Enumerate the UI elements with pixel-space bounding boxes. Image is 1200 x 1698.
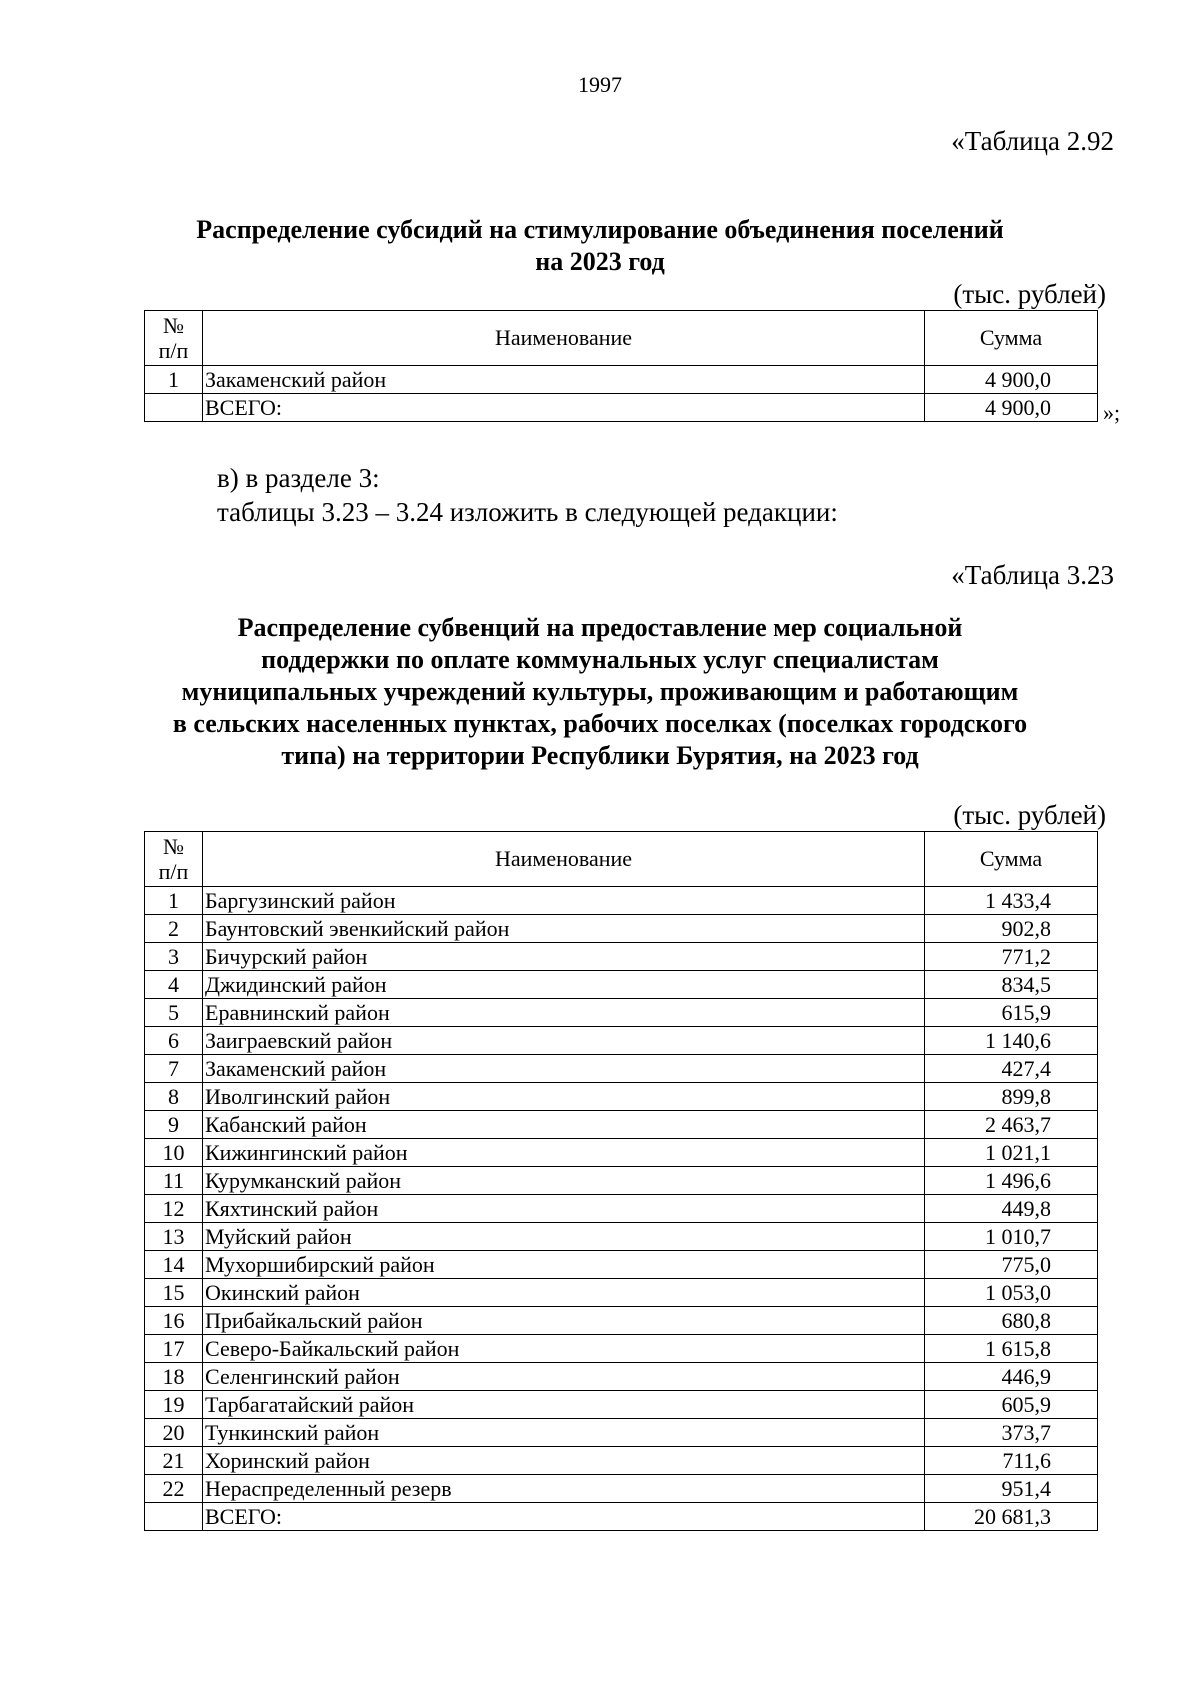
header-name: Наименование — [203, 311, 925, 366]
total-empty-cell — [145, 1503, 203, 1531]
row-number: 11 — [145, 1167, 203, 1195]
table-row — [145, 1363, 1098, 1391]
row-name: Баунтовский эвенкийский район — [203, 915, 925, 943]
subventions-table — [144, 831, 1098, 1531]
units-label: (тыс. рублей) — [953, 800, 1106, 830]
header-sum: Сумма — [925, 832, 1098, 887]
table-row — [145, 971, 1098, 999]
row-name: Бичурский район — [203, 943, 925, 971]
table-row — [145, 887, 1098, 915]
row-name: Селенгинский район — [203, 1363, 925, 1391]
section-line-2: таблицы 3.23 – 3.24 изложить в следующей редакции: — [217, 497, 838, 527]
row-name: Заиграевский район — [203, 1027, 925, 1055]
row-sum: 775,0 — [925, 1251, 1098, 1279]
row-name: Джидинский район — [203, 971, 925, 999]
row-number: 5 — [145, 999, 203, 1027]
row-number: 15 — [145, 1279, 203, 1307]
row-number: 12 — [145, 1195, 203, 1223]
row-name: Мухоршибирский район — [203, 1251, 925, 1279]
row-name: Хоринский район — [203, 1447, 925, 1475]
row-name: Закаменский район — [203, 366, 925, 394]
row-sum: 951,4 — [925, 1475, 1098, 1503]
table-caption-3-23: «Таблица 3.23 — [951, 560, 1114, 590]
heading-line: типа) на территории Республики Бурятия, на 2023 год — [281, 741, 919, 770]
row-number: 21 — [145, 1447, 203, 1475]
total-label: ВСЕГО: — [203, 394, 925, 422]
table-header-row — [145, 832, 1098, 887]
row-number: 6 — [145, 1027, 203, 1055]
row-number: 1 — [145, 887, 203, 915]
table-row — [145, 1391, 1098, 1419]
row-name: Баргузинский район — [203, 887, 925, 915]
heading-line: в сельских населенных пунктах, рабочих поселках (поселках городского — [172, 709, 1028, 738]
heading-line: Распределение субсидий на стимулирование объединения поселений — [196, 215, 1004, 244]
header-num: № п/п — [145, 311, 203, 366]
row-number: 22 — [145, 1475, 203, 1503]
table-row — [145, 1083, 1098, 1111]
heading-line: муниципальных учреждений культуры, проживающим и работающим — [181, 677, 1019, 706]
heading-line: поддержки по оплате коммунальных услуг специалистам — [261, 645, 939, 674]
row-name: Кабанский район — [203, 1111, 925, 1139]
row-number: 17 — [145, 1335, 203, 1363]
row-number: 7 — [145, 1055, 203, 1083]
row-sum: 2 463,7 — [925, 1111, 1098, 1139]
row-name: Прибайкальский район — [203, 1307, 925, 1335]
table-row — [145, 1223, 1098, 1251]
table-row — [145, 1447, 1098, 1475]
table-row — [145, 1055, 1098, 1083]
total-empty-cell — [145, 394, 203, 422]
row-sum: 1 496,6 — [925, 1167, 1098, 1195]
row-sum: 427,4 — [925, 1055, 1098, 1083]
units-label: (тыс. рублей) — [953, 279, 1106, 309]
row-sum: 711,6 — [925, 1447, 1098, 1475]
table-row — [145, 1335, 1098, 1363]
row-name: Закаменский район — [203, 1055, 925, 1083]
row-name: Тункинский район — [203, 1419, 925, 1447]
row-sum: 1 053,0 — [925, 1279, 1098, 1307]
row-sum: 615,9 — [925, 999, 1098, 1027]
table-header-row — [145, 311, 1098, 366]
row-name: Тарбагатайский район — [203, 1391, 925, 1419]
table-1-heading — [0, 214, 1200, 278]
section-line-1: в) в разделе 3: — [217, 463, 380, 493]
table-total-row — [145, 1503, 1098, 1531]
row-sum: 680,8 — [925, 1307, 1098, 1335]
row-sum: 899,8 — [925, 1083, 1098, 1111]
table-row — [145, 1307, 1098, 1335]
table-row — [145, 1195, 1098, 1223]
table-row — [145, 1251, 1098, 1279]
table-row — [145, 1279, 1098, 1307]
row-number: 13 — [145, 1223, 203, 1251]
closing-quote: »; — [1103, 400, 1121, 425]
total-sum: 20 681,3 — [925, 1503, 1098, 1531]
table-row — [145, 1111, 1098, 1139]
row-name: Еравнинский район — [203, 999, 925, 1027]
table-2-heading — [0, 612, 1200, 772]
header-num: № п/п — [145, 832, 203, 887]
table-row — [145, 915, 1098, 943]
row-number: 8 — [145, 1083, 203, 1111]
row-number: 4 — [145, 971, 203, 999]
row-number: 19 — [145, 1391, 203, 1419]
table-row — [145, 366, 1098, 394]
row-sum: 449,8 — [925, 1195, 1098, 1223]
row-name: Курумканский район — [203, 1167, 925, 1195]
subsidies-table — [144, 310, 1098, 422]
row-name: Северо-Байкальский район — [203, 1335, 925, 1363]
heading-line: Распределение субвенций на предоставление мер социальной — [237, 613, 963, 642]
row-number: 18 — [145, 1363, 203, 1391]
row-number: 3 — [145, 943, 203, 971]
row-name: Кяхтинский район — [203, 1195, 925, 1223]
row-name: Окинский район — [203, 1279, 925, 1307]
row-sum: 1 140,6 — [925, 1027, 1098, 1055]
row-number: 20 — [145, 1419, 203, 1447]
row-number: 1 — [145, 366, 203, 394]
table-caption-2-92: «Таблица 2.92 — [951, 126, 1114, 156]
row-number: 10 — [145, 1139, 203, 1167]
total-label: ВСЕГО: — [203, 1503, 925, 1531]
page-number: 1997 — [578, 72, 622, 97]
table-row — [145, 1139, 1098, 1167]
header-name: Наименование — [203, 832, 925, 887]
row-name: Муйский район — [203, 1223, 925, 1251]
row-name: Иволгинский район — [203, 1083, 925, 1111]
table-row — [145, 1475, 1098, 1503]
table-total-row — [145, 394, 1098, 422]
heading-line: на 2023 год — [535, 247, 665, 276]
table-row — [145, 1027, 1098, 1055]
row-sum: 1 615,8 — [925, 1335, 1098, 1363]
row-sum: 1 010,7 — [925, 1223, 1098, 1251]
row-name: Нераспределенный резерв — [203, 1475, 925, 1503]
row-number: 16 — [145, 1307, 203, 1335]
row-sum: 605,9 — [925, 1391, 1098, 1419]
row-sum: 446,9 — [925, 1363, 1098, 1391]
row-number: 2 — [145, 915, 203, 943]
row-sum: 834,5 — [925, 971, 1098, 999]
row-number: 9 — [145, 1111, 203, 1139]
row-number: 14 — [145, 1251, 203, 1279]
header-sum: Сумма — [925, 311, 1098, 366]
row-sum: 1 433,4 — [925, 887, 1098, 915]
row-sum: 1 021,1 — [925, 1139, 1098, 1167]
table-row — [145, 943, 1098, 971]
row-sum: 373,7 — [925, 1419, 1098, 1447]
table-row — [145, 1167, 1098, 1195]
row-sum: 771,2 — [925, 943, 1098, 971]
row-sum: 902,8 — [925, 915, 1098, 943]
row-name: Кижингинский район — [203, 1139, 925, 1167]
row-sum: 4 900,0 — [925, 366, 1098, 394]
table-row — [145, 1419, 1098, 1447]
table-row — [145, 999, 1098, 1027]
total-sum: 4 900,0 — [925, 394, 1098, 422]
